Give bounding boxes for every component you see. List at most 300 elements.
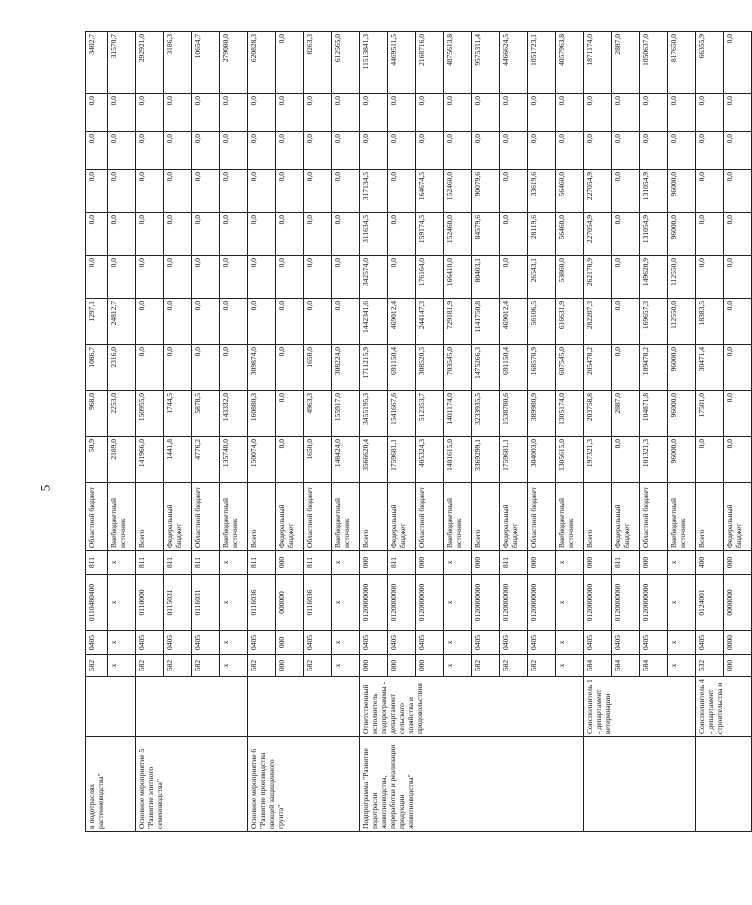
amount-cell: 0,0 [472, 132, 500, 170]
code-cell: 0405 [388, 631, 416, 655]
code-cell: 0405 [640, 631, 668, 655]
source-cell: Областной бюджет [640, 483, 668, 551]
amount-cell: 18383,5 [696, 299, 724, 345]
code-cell: 582 [248, 655, 276, 677]
amount-cell: 0,0 [500, 94, 528, 132]
code-cell: х [220, 655, 248, 677]
amount-cell: 389980,9 [528, 391, 556, 437]
code-cell: 811 [500, 551, 528, 575]
amount-cell: 66355,9 [696, 32, 724, 94]
amount-cell: 0,0 [640, 132, 668, 170]
code-cell: х [444, 575, 472, 631]
code-cell: 584 [612, 655, 640, 677]
code-cell: 000 [276, 631, 304, 655]
amount-cell: 0,0 [416, 132, 444, 170]
amount-cell: 0,0 [724, 32, 752, 94]
amount-cell: 4963,3 [304, 391, 332, 437]
code-cell: 0120000000 [472, 575, 500, 631]
amount-cell: 0,0 [696, 132, 724, 170]
amount-cell: 0,0 [304, 94, 332, 132]
code-cell: 811 [86, 551, 108, 575]
amount-cell: 152460,0 [444, 170, 472, 213]
program-name-cell [696, 737, 752, 832]
code-cell: 000 [360, 655, 388, 677]
amount-cell: 0,0 [164, 256, 192, 299]
amount-cell: 2168716,0 [416, 32, 444, 94]
amount-cell: 152460,0 [444, 213, 472, 256]
amount-cell: 469012,4 [388, 299, 416, 345]
code-cell: 0405 [472, 631, 500, 655]
code-cell: 582 [136, 655, 164, 677]
code-cell: х [220, 551, 248, 575]
amount-cell: 0,0 [136, 213, 164, 256]
code-cell: х [444, 655, 472, 677]
code-cell: 0405 [528, 631, 556, 655]
amount-cell: 104871,8 [640, 391, 668, 437]
code-cell: х [556, 575, 584, 631]
amount-cell: 112550,0 [668, 256, 696, 299]
amount-cell: 0,0 [248, 256, 276, 299]
code-cell: 0116036 [304, 575, 332, 631]
code-cell: 0405 [136, 631, 164, 655]
amount-cell: 0,0 [612, 256, 640, 299]
amount-cell: 2887,0 [612, 391, 640, 437]
amount-cell: 10654,7 [192, 32, 220, 94]
code-cell: 582 [86, 655, 108, 677]
amount-cell: 0,0 [332, 299, 360, 345]
code-cell: 811 [164, 551, 192, 575]
amount-cell: 8263,3 [304, 32, 332, 94]
code-cell: х [332, 575, 360, 631]
amount-cell: 0,0 [332, 170, 360, 213]
amount-cell: 1541667,6 [388, 391, 416, 437]
code-cell: х [556, 551, 584, 575]
amount-cell: 0,0 [612, 345, 640, 391]
source-cell: Федеральный бюджет [612, 483, 640, 551]
code-cell: 0405 [304, 631, 332, 655]
code-cell: 0120000000 [584, 575, 612, 631]
amount-cell: 56460,0 [556, 213, 584, 256]
amount-cell: 96000,0 [668, 391, 696, 437]
amount-cell: 691150,4 [388, 345, 416, 391]
amount-cell: 729181,9 [444, 299, 472, 345]
code-cell: 400 [696, 551, 724, 575]
amount-cell: 0,0 [276, 213, 304, 256]
source-cell: Всего [584, 483, 612, 551]
amount-cell: 1871174,0 [584, 32, 612, 94]
amount-cell: 0,0 [612, 170, 640, 213]
source-cell: Областной бюджет [304, 483, 332, 551]
amount-cell: 148424,0 [332, 437, 360, 483]
amount-cell: 96000,0 [668, 345, 696, 391]
amount-cell: 166410,0 [444, 256, 472, 299]
amount-cell: 0,0 [192, 213, 220, 256]
amount-cell: 0,0 [696, 94, 724, 132]
code-cell: 0405 [612, 631, 640, 655]
amount-cell: 616631,9 [556, 299, 584, 345]
code-cell: 0405 [192, 631, 220, 655]
amount-cell: 4776,2 [192, 437, 220, 483]
amount-cell: 0,0 [86, 132, 108, 170]
amount-cell: 31570,7 [108, 32, 136, 94]
amount-cell: 3186,3 [164, 32, 192, 94]
amount-cell: 0,0 [556, 132, 584, 170]
amount-cell: 0,0 [724, 256, 752, 299]
amount-cell: 0,0 [164, 345, 192, 391]
amount-cell: 0,0 [192, 94, 220, 132]
code-cell: 0405 [696, 631, 724, 655]
amount-cell: 1711215,9 [360, 345, 388, 391]
amount-cell: 1650,0 [304, 437, 332, 483]
amount-cell: 0,0 [724, 213, 752, 256]
amount-cell: 0,0 [724, 299, 752, 345]
amount-cell: 311634,5 [360, 213, 388, 256]
amount-cell: 0,0 [220, 345, 248, 391]
amount-cell: 0,0 [500, 170, 528, 213]
code-cell: 0120000000 [612, 575, 640, 631]
amount-cell: 84579,6 [472, 213, 500, 256]
amount-cell: 1441,8 [164, 437, 192, 483]
amount-cell: 203758,8 [584, 391, 612, 437]
code-cell: 0000 [724, 631, 752, 655]
amount-cell: 282207,3 [584, 299, 612, 345]
table-row [584, 32, 612, 832]
amount-cell: 56460,0 [556, 170, 584, 213]
amount-cell: 1442341,6 [360, 299, 388, 345]
amount-cell: 0,0 [276, 32, 304, 94]
amount-cell: 0,0 [528, 132, 556, 170]
source-cell: Федеральный бюджет [276, 483, 304, 551]
amount-cell: 0,0 [220, 94, 248, 132]
amount-cell: 817650,0 [668, 32, 696, 94]
amount-cell: 28119,6 [528, 213, 556, 256]
source-cell: Внебюджетный источник [108, 483, 136, 551]
amount-cell: 0,0 [472, 94, 500, 132]
code-cell: х [668, 551, 696, 575]
amount-cell: 0,0 [192, 299, 220, 345]
amount-cell: 2253,0 [108, 391, 136, 437]
source-cell: Всего [136, 483, 164, 551]
executor-cell: Ответственный исполнитель подпрограммы - департамент сельского хозяйства и продовольствия [360, 677, 584, 737]
executor-cell [136, 677, 248, 737]
amount-cell: 317134,5 [360, 170, 388, 213]
amount-cell: 0,0 [108, 132, 136, 170]
source-cell: Областной бюджет [192, 483, 220, 551]
amount-cell: 0,0 [612, 94, 640, 132]
amount-cell: 0,0 [192, 256, 220, 299]
amount-cell: 0,0 [668, 132, 696, 170]
code-cell: х [444, 551, 472, 575]
amount-cell: 0,0 [724, 170, 752, 213]
code-cell: х [332, 631, 360, 655]
table-row [248, 32, 276, 832]
source-cell: Областной бюджет [416, 483, 444, 551]
amount-cell: 164674,5 [416, 170, 444, 213]
amount-cell: 0,0 [584, 132, 612, 170]
amount-cell: 150955,0 [136, 391, 164, 437]
amount-cell: 2189,0 [108, 437, 136, 483]
code-cell: 000 [276, 655, 304, 677]
code-cell: 0120000000 [500, 575, 528, 631]
amount-cell: 0,0 [612, 299, 640, 345]
code-cell: 000 [584, 551, 612, 575]
source-cell: Областной бюджет [528, 483, 556, 551]
amount-cell: 112550,0 [668, 299, 696, 345]
code-cell: х [108, 575, 136, 631]
amount-cell: 0,0 [86, 213, 108, 256]
amount-cell: 0,0 [192, 345, 220, 391]
amount-cell: 0,0 [164, 170, 192, 213]
code-cell: 000 [388, 655, 416, 677]
code-cell: 000 [724, 551, 752, 575]
code-cell: 811 [304, 551, 332, 575]
amount-cell: 0,0 [192, 132, 220, 170]
amount-cell: 0,0 [136, 94, 164, 132]
code-cell: х [556, 655, 584, 677]
amount-cell: 159174,5 [416, 213, 444, 256]
amount-cell: 292921,0 [136, 32, 164, 94]
amount-cell: 308520,5 [416, 345, 444, 391]
program-name-cell: Основное мероприятие 6 "Развитие производства овощей защищенного грунта" [248, 737, 360, 832]
amount-cell: 0,0 [304, 213, 332, 256]
amount-cell: 0,0 [220, 299, 248, 345]
amount-cell: 0,0 [332, 94, 360, 132]
table-row [360, 32, 388, 832]
program-name-cell [584, 737, 696, 832]
amount-cell: 0,0 [164, 213, 192, 256]
code-cell: 582 [472, 655, 500, 677]
code-cell: 0115031 [164, 575, 192, 631]
amount-cell: 33619,6 [528, 170, 556, 213]
code-cell: 582 [304, 655, 332, 677]
code-cell: 000 [724, 655, 752, 677]
amount-cell: 0,0 [136, 170, 164, 213]
amount-cell: 0,0 [220, 256, 248, 299]
amount-cell: 0,0 [164, 299, 192, 345]
code-cell: 000000 [276, 575, 304, 631]
amount-cell: 304003,0 [528, 437, 556, 483]
source-cell: Областной бюджет [86, 483, 108, 551]
amount-cell: 0,0 [444, 132, 472, 170]
code-cell: 0405 [248, 631, 276, 655]
code-cell: х [332, 551, 360, 575]
amount-cell: 469012,4 [500, 299, 528, 345]
amount-cell: 0,0 [724, 132, 752, 170]
amount-cell: 1051723,1 [528, 32, 556, 94]
amount-cell: 405324,3 [416, 437, 444, 483]
code-cell: х [444, 631, 472, 655]
amount-cell: 0,0 [724, 345, 752, 391]
code-cell: 0405 [86, 631, 108, 655]
amount-cell: 131054,9 [640, 170, 668, 213]
code-cell: 000 [640, 551, 668, 575]
code-cell: 0120000000 [416, 575, 444, 631]
amount-cell: 1475266,3 [472, 345, 500, 391]
amount-cell: 0,0 [612, 213, 640, 256]
amount-cell: 1050637,0 [640, 32, 668, 94]
amount-cell: 0,0 [332, 256, 360, 299]
executor-cell: Соисполнитель 1 - департамент ветеринарии [584, 677, 696, 737]
amount-cell: 205478,2 [584, 345, 612, 391]
executor-cell [248, 677, 360, 737]
amount-cell: 0,0 [500, 213, 528, 256]
amount-cell: 3455195,3 [360, 391, 388, 437]
amount-cell: 0,0 [86, 94, 108, 132]
amount-cell: 26543,1 [528, 256, 556, 299]
amount-cell: 691150,4 [500, 345, 528, 391]
amount-cell: 0,0 [248, 170, 276, 213]
code-cell: х [556, 631, 584, 655]
code-cell: 0405 [416, 631, 444, 655]
source-cell: Всего [696, 483, 724, 551]
amount-cell: 141966,0 [136, 437, 164, 483]
amount-cell: 96000,0 [668, 213, 696, 256]
amount-cell: 0,0 [500, 256, 528, 299]
code-cell: 584 [584, 655, 612, 677]
amount-cell: 1086,7 [86, 345, 108, 391]
amount-cell: 0,0 [360, 132, 388, 170]
amount-cell: 1297,1 [86, 299, 108, 345]
amount-cell: 176164,0 [416, 256, 444, 299]
amount-cell: 0,0 [556, 94, 584, 132]
amount-cell: 0,0 [108, 94, 136, 132]
amount-cell: 0,0 [528, 94, 556, 132]
amount-cell: 968,0 [86, 391, 108, 437]
code-cell: 000 [360, 551, 388, 575]
amount-cell: 1305174,0 [556, 391, 584, 437]
amount-cell: 9575311,4 [472, 32, 500, 94]
source-cell: Внебюджетный источник [556, 483, 584, 551]
amount-cell: 101321,3 [640, 437, 668, 483]
amount-cell: 0,0 [108, 256, 136, 299]
amount-cell: 0,0 [108, 170, 136, 213]
code-cell: 000 [276, 551, 304, 575]
amount-cell: 1744,5 [164, 391, 192, 437]
code-cell: х [108, 631, 136, 655]
amount-cell: 109478,2 [640, 345, 668, 391]
amount-cell: 0,0 [724, 437, 752, 483]
amount-cell: 135748,0 [220, 437, 248, 483]
amount-cell: 607545,0 [556, 345, 584, 391]
amount-cell: 0,0 [276, 391, 304, 437]
amount-cell: 0,0 [388, 213, 416, 256]
amount-cell: 227054,9 [584, 170, 612, 213]
amount-cell: 1538780,6 [500, 391, 528, 437]
code-cell: х [668, 631, 696, 655]
amount-cell: 0,0 [136, 345, 164, 391]
amount-cell: 56106,5 [528, 299, 556, 345]
amount-cell: 1305615,0 [556, 437, 584, 483]
amount-cell: 168570,9 [528, 345, 556, 391]
amount-cell: 3566620,4 [360, 437, 388, 483]
amount-cell: 0,0 [612, 437, 640, 483]
amount-cell: 3233935,5 [472, 391, 500, 437]
amount-cell: 50,9 [86, 437, 108, 483]
program-name-cell: в подотраслях растениеводства" [86, 737, 136, 832]
amount-cell: 0,0 [276, 170, 304, 213]
source-cell: Федеральный бюджет [164, 483, 192, 551]
code-cell: 000 [472, 551, 500, 575]
code-cell: 0120000000 [388, 575, 416, 631]
amount-cell: 0,0 [192, 170, 220, 213]
amount-cell: 0,0 [220, 213, 248, 256]
source-cell: Внебюджетный источник [668, 483, 696, 551]
amount-cell: 612565,0 [332, 32, 360, 94]
amount-cell: 0,0 [444, 94, 472, 132]
code-cell: 000 [416, 551, 444, 575]
amount-cell: 1650,0 [304, 345, 332, 391]
executor-cell: Соисполнитель 4 - департамент строительства и [696, 677, 752, 737]
budget-table [85, 31, 752, 832]
amount-cell: 4466624,5 [500, 32, 528, 94]
amount-cell: 0,0 [668, 94, 696, 132]
code-cell: 582 [528, 655, 556, 677]
amount-cell: 1401615,0 [444, 437, 472, 483]
amount-cell: 0,0 [304, 132, 332, 170]
code-cell: 0120000000 [528, 575, 556, 631]
rotated-page [85, 32, 743, 832]
code-cell: 811 [192, 551, 220, 575]
amount-cell: 0,0 [640, 94, 668, 132]
amount-cell: 0,0 [276, 256, 304, 299]
table-body [86, 32, 752, 832]
amount-cell: 4469511,5 [388, 32, 416, 94]
code-cell: 811 [388, 551, 416, 575]
code-cell: 0116031 [192, 575, 220, 631]
code-cell: 0405 [360, 631, 388, 655]
code-cell: 582 [500, 655, 528, 677]
amount-cell: 0,0 [248, 94, 276, 132]
code-cell: 811 [612, 551, 640, 575]
source-cell: Всего [248, 483, 276, 551]
amount-cell: 1401174,0 [444, 391, 472, 437]
program-name-cell: Основное мероприятие 5 "Развитие элитного семеноводства" [136, 737, 248, 832]
amount-cell: 155917,0 [332, 391, 360, 437]
amount-cell: 24812,7 [108, 299, 136, 345]
table-row [136, 32, 164, 832]
table-row [86, 32, 108, 832]
amount-cell: 279080,0 [220, 32, 248, 94]
amount-cell: 0,0 [612, 132, 640, 170]
amount-cell: 169657,3 [640, 299, 668, 345]
amount-cell: 160880,3 [248, 391, 276, 437]
amount-cell: 0,0 [304, 299, 332, 345]
code-cell: 0405 [500, 631, 528, 655]
amount-cell: 3402,7 [86, 32, 108, 94]
amount-cell: 0,0 [500, 132, 528, 170]
code-cell: 0405 [584, 631, 612, 655]
amount-cell: 0,0 [304, 170, 332, 213]
code-cell: 811 [248, 551, 276, 575]
amount-cell: 90079,6 [472, 170, 500, 213]
amount-cell: 0,0 [108, 213, 136, 256]
code-cell: х [220, 631, 248, 655]
amount-cell: 96000,0 [668, 170, 696, 213]
code-cell: 532 [696, 655, 724, 677]
amount-cell: 0,0 [724, 391, 752, 437]
amount-cell: 3369299,1 [472, 437, 500, 483]
amount-cell: 0,0 [304, 256, 332, 299]
code-cell: 000 [416, 655, 444, 677]
source-cell: Федеральный бюджет [388, 483, 416, 551]
table-row [696, 32, 724, 832]
amount-cell: 197321,3 [584, 437, 612, 483]
code-cell: 0120000000 [360, 575, 388, 631]
amount-cell: 227054,9 [584, 213, 612, 256]
code-cell: 811 [136, 551, 164, 575]
code-cell: 0116036 [248, 575, 276, 631]
source-cell: Всего [360, 483, 388, 551]
